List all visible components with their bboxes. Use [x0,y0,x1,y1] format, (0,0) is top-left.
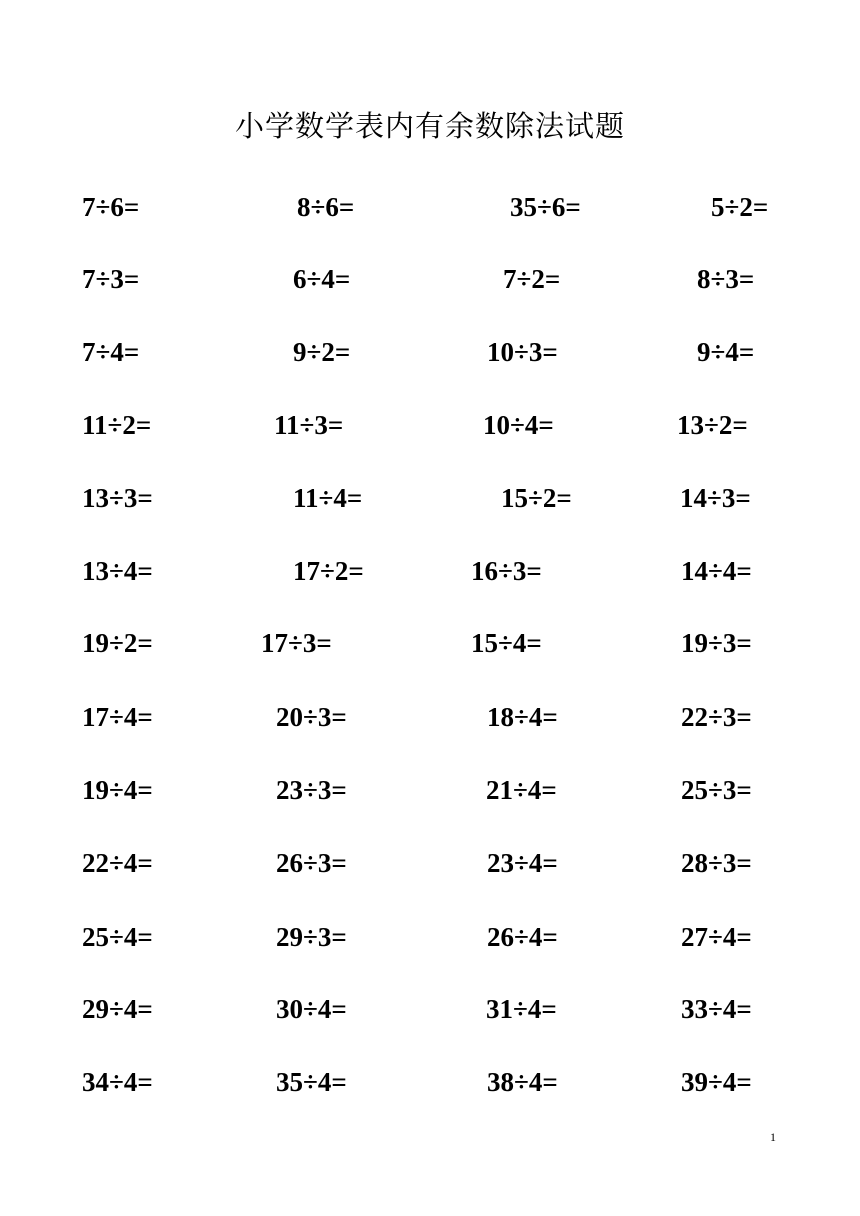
problem-item: 9÷4= [697,337,755,367]
problem-item: 14÷3= [680,483,751,513]
problem-item: 5÷2= [711,192,769,222]
problem-item: 7÷6= [82,192,140,222]
problem-item: 11÷3= [274,410,344,440]
worksheet-title: 小学数学表内有余数除法试题 [234,109,625,143]
problem-item: 18÷4= [487,702,558,732]
problem-item: 15÷2= [501,483,572,513]
problem-item: 31÷4= [486,994,557,1024]
problem-item: 25÷4= [82,922,153,952]
problem-item: 29÷4= [82,994,153,1024]
problem-item: 13÷4= [82,556,153,586]
problem-item: 17÷2= [293,556,364,586]
problem-item: 35÷6= [510,192,581,222]
problem-row [0,1062,860,1102]
problem-row [0,989,860,1029]
problem-item: 25÷3= [681,775,752,805]
problem-item: 14÷4= [681,556,752,586]
problem-item: 16÷3= [471,556,542,586]
problem-row [0,917,860,957]
problem-item: 7÷3= [82,264,140,294]
problem-item: 39÷4= [681,1067,752,1097]
problem-item: 28÷3= [681,848,752,878]
problem-item: 11÷4= [293,483,363,513]
problem-row [0,259,860,299]
problem-row [0,478,860,518]
problem-item: 23÷3= [276,775,347,805]
problem-item: 33÷4= [681,994,752,1024]
problem-item: 10÷3= [487,337,558,367]
problem-item: 20÷3= [276,702,347,732]
problem-row [0,770,860,810]
problem-item: 19÷4= [82,775,153,805]
problem-item: 21÷4= [486,775,557,805]
problem-item: 10÷4= [483,410,554,440]
problem-row [0,843,860,883]
problem-item: 26÷4= [487,922,558,952]
problem-item: 34÷4= [82,1067,153,1097]
problem-item: 8÷6= [297,192,355,222]
problem-item: 30÷4= [276,994,347,1024]
problem-item: 8÷3= [697,264,755,294]
page-number: 1 [770,1130,776,1144]
problem-row [0,405,860,445]
problem-item: 26÷3= [276,848,347,878]
problem-row [0,551,860,591]
problem-row [0,623,860,663]
problem-item: 27÷4= [681,922,752,952]
problem-item: 19÷2= [82,628,153,658]
problem-item: 23÷4= [487,848,558,878]
problem-item: 13÷3= [82,483,153,513]
problem-item: 19÷3= [681,628,752,658]
problem-item: 22÷3= [681,702,752,732]
problem-item: 11÷2= [82,410,152,440]
problem-item: 15÷4= [471,628,542,658]
problem-item: 17÷4= [82,702,153,732]
problem-row [0,697,860,737]
problem-item: 7÷2= [503,264,561,294]
problem-item: 6÷4= [293,264,351,294]
problem-item: 29÷3= [276,922,347,952]
problem-item: 17÷3= [261,628,332,658]
problem-item: 9÷2= [293,337,351,367]
problem-item: 35÷4= [276,1067,347,1097]
problem-item: 22÷4= [82,848,153,878]
problem-row [0,187,860,227]
problem-item: 13÷2= [677,410,748,440]
problem-item: 7÷4= [82,337,140,367]
problem-item: 38÷4= [487,1067,558,1097]
problem-row [0,332,860,372]
